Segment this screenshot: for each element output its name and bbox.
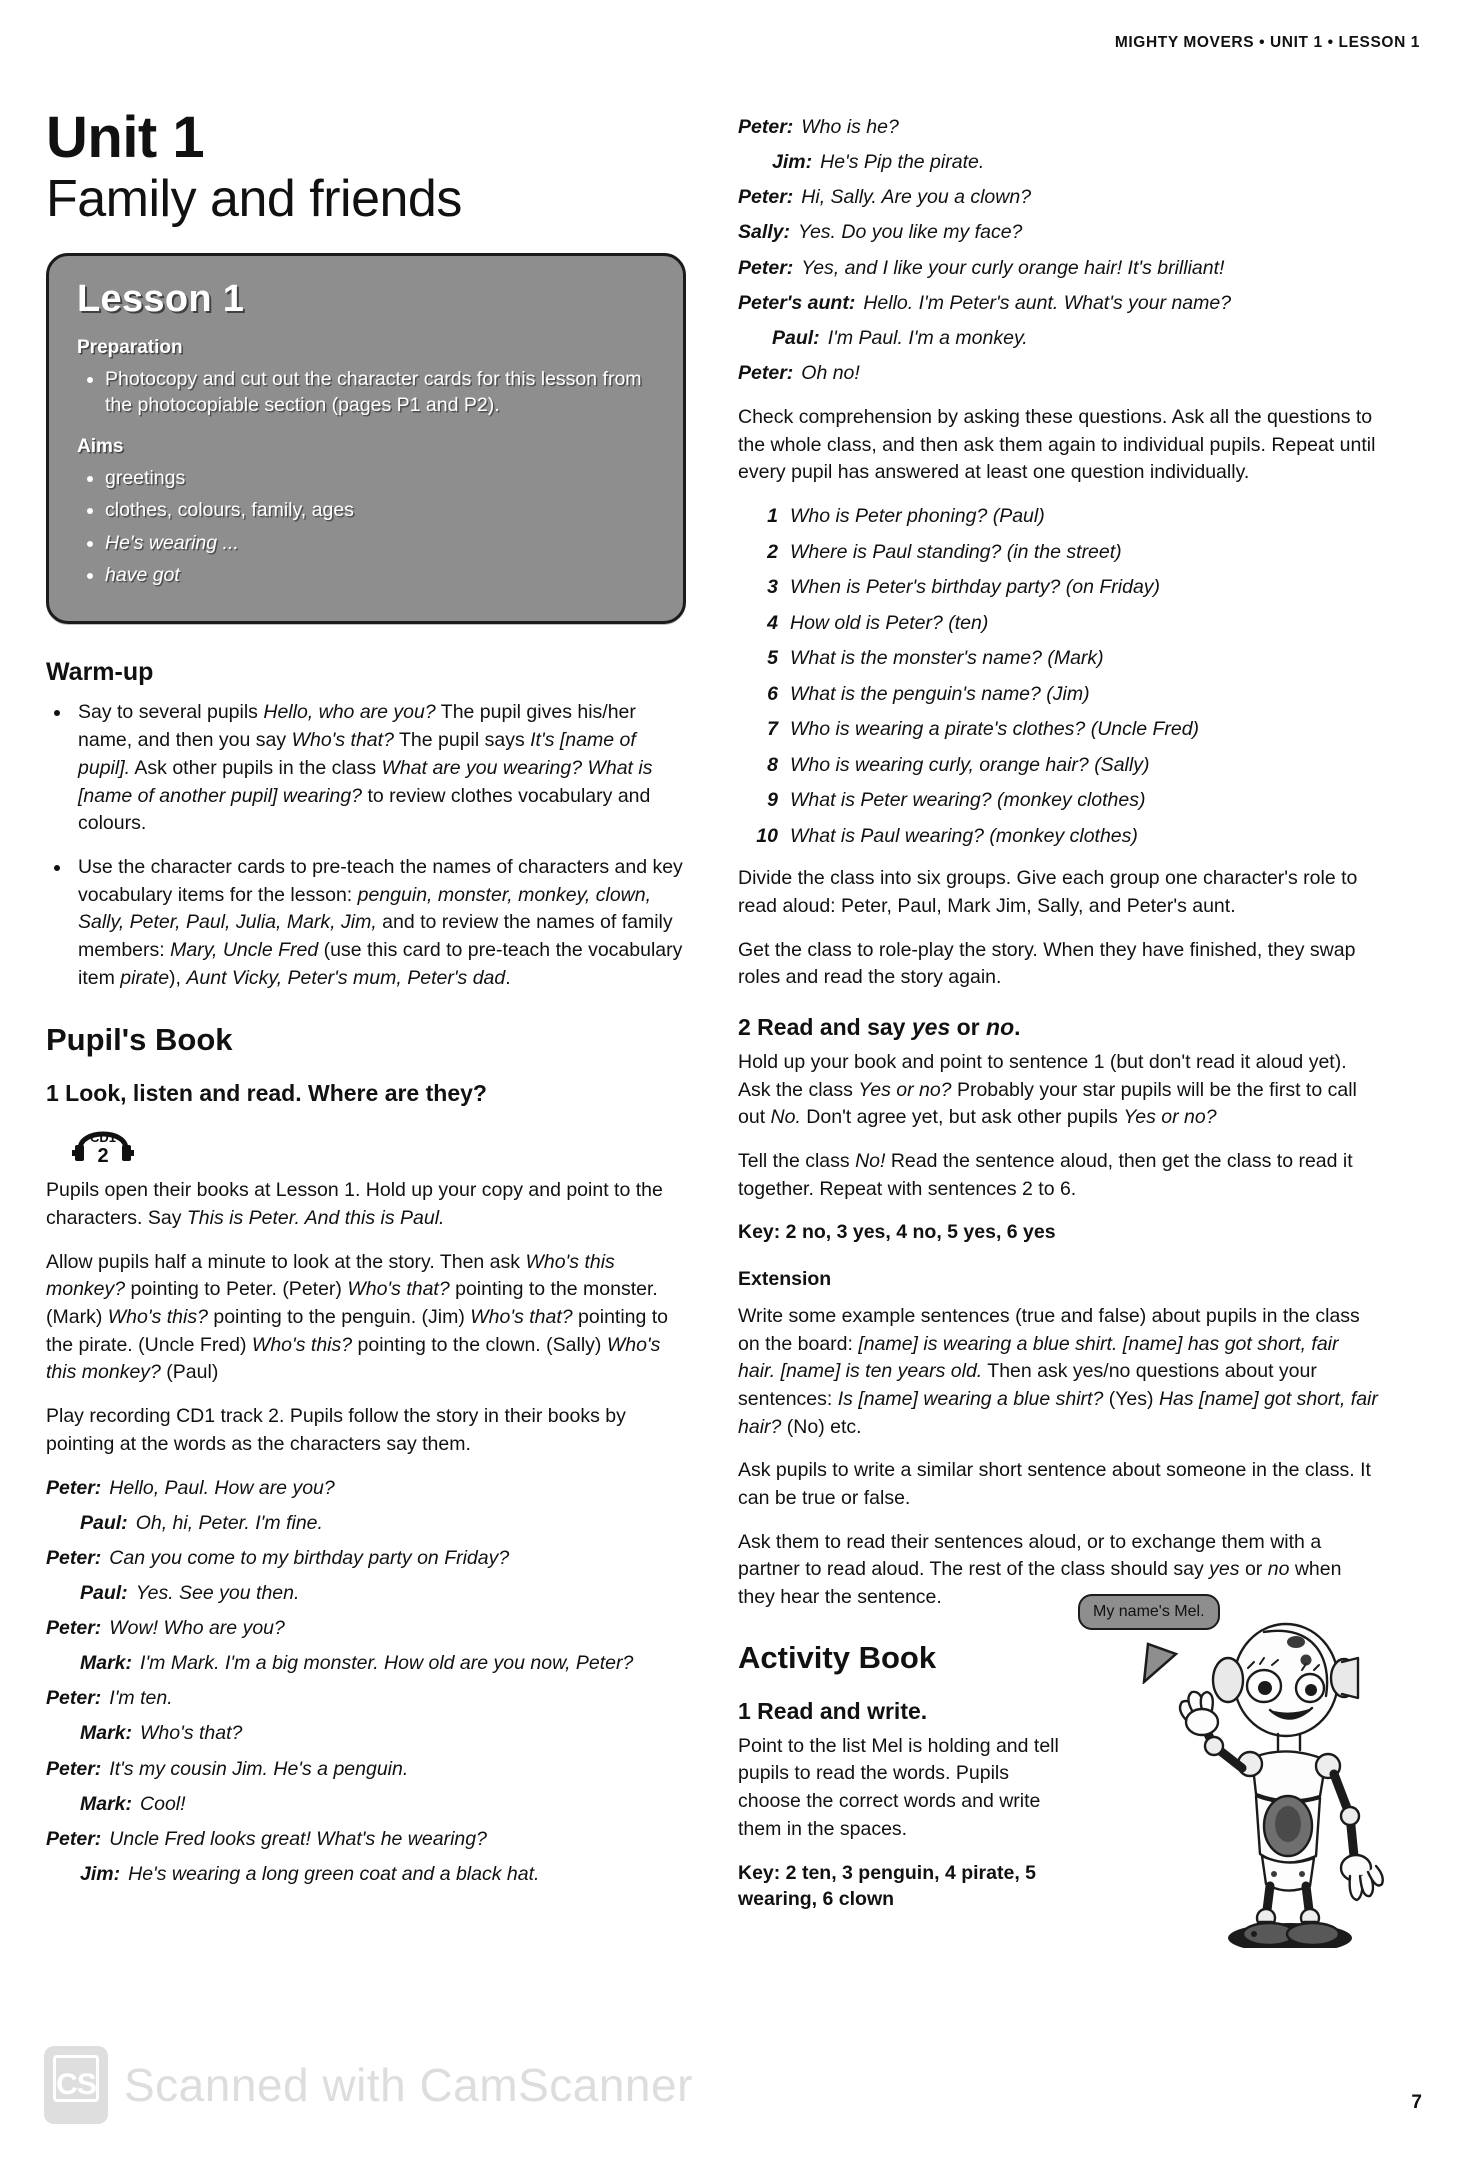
pupils-book-task1-heading: 1 Look, listen and read. Where are they?: [46, 1080, 487, 1107]
list-item: 10 What is Paul wearing? (monkey clothes): [756, 824, 1138, 847]
pupils-book-para-1: Pupils open their books at Lesson 1. Hold up your copy and point to the characters. Say This is Peter. And this is Paul.: [46, 1179, 663, 1230]
activity-book-key: Key: 2 ten, 3 penguin, 4 pirate, 5 wearing, 6 clown: [738, 1861, 1036, 1911]
dialogue-line: Peter: Oh no!: [738, 361, 860, 384]
aims-list: [75, 466, 657, 588]
list-item: 7 Who is wearing a pirate's clothes? (Uncle Fred): [767, 718, 1200, 741]
right-column: [738, 108, 1378, 1929]
lesson-info-panel: [46, 253, 686, 624]
dialogue-line: Peter: Hello, Paul. How are you?: [46, 1476, 335, 1499]
list-item: 9 What is Peter wearing? (monkey clothes): [767, 789, 1146, 812]
headphones-cd-icon: [72, 1115, 134, 1167]
lesson-panel-heading: Lesson 1: [77, 278, 245, 321]
list-item: 6 What is the penguin's name? (Jim): [767, 682, 1090, 705]
page-number: 7: [1411, 2092, 1422, 2113]
speech-bubble: My name's Mel.: [1078, 1594, 1220, 1630]
dialogue-line: Peter: Uncle Fred looks great! What's he wearing?: [46, 1827, 487, 1850]
pupils-book-para-3: Play recording CD1 track 2. Pupils follow the story in their books by pointing at the words as the characters say them.: [46, 1405, 626, 1455]
activity-book-para-1: Point to the list Mel is holding and tell pupils to read the words. Pupils choose the correct words and write them in the spaces.: [738, 1734, 1059, 1840]
dialogue-line: Paul: I'm Paul. I'm a monkey.: [772, 326, 1028, 349]
dialogue-line: Jim: He's wearing a long green coat and a black hat.: [80, 1862, 540, 1885]
dialogue-line: Paul: Yes. See you then.: [80, 1581, 300, 1604]
list-item: • Use the character cards to pre-teach the names of characters and key vocabulary items for the lesson: penguin, monster, monkey, clown, Sally, Peter, Paul, Julia, Mark, Jim, and to review the names of family members: Mary, Uncle Fred (use this card to pre-teach the vocabulary item pirate), Aunt Vicky, Peter's mum, Peter's dad.: [72, 854, 686, 992]
list-item: • He's wearing ...: [105, 531, 657, 556]
dialogue-line: Peter: I'm ten.: [46, 1687, 173, 1710]
page-title: Unit 1: [46, 105, 205, 170]
comprehension-intro: Check comprehension by asking these questions. Ask all the questions to the whole class, and then ask them again to individual pupils. Repeat until every pupil has answered at least one question individually.: [738, 406, 1376, 484]
dialogue-line: Jim: He's Pip the pirate.: [772, 151, 985, 174]
running-head: MIGHTY MOVERS • UNIT 1 • LESSON 1: [1114, 34, 1420, 51]
pupils-book-para-2: Allow pupils half a minute to look at the story. Then ask Who's this monkey? pointing to Peter. (Peter) Who's that? pointing to the monster. (Mark) Who's this? pointing to the penguin. (Jim) Who's that? pointing to the pirate. (Uncle Fred) Who's this? pointing to the clown. (Sally) Who's this monkey? (Paul): [46, 1250, 669, 1384]
list-item: • Photocopy and cut out the character cards for this lesson from the photocopiable section (pages P1 and P2).: [105, 367, 657, 418]
dialogue-line: Paul: Oh, hi, Peter. I'm fine.: [80, 1511, 323, 1534]
camscanner-logo-icon: CS: [44, 2046, 108, 2124]
task2-para-2: Tell the class No! Read the sentence aloud, then get the class to read it together. Repeat with sentences 2 to 6.: [738, 1150, 1353, 1200]
dialogue-line: Peter: Can you come to my birthday party on Friday?: [46, 1546, 510, 1569]
mel-robot-figure: [1114, 1618, 1414, 1948]
activity-book-section: [738, 1602, 1378, 1913]
list-item: 5 What is the monster's name? (Mark): [767, 647, 1104, 670]
camscanner-watermark: [44, 2046, 693, 2124]
dialogue-line: Mark: Who's that?: [80, 1722, 243, 1745]
preparation-label: Preparation: [77, 337, 183, 359]
task2-heading: 2 Read and say yes or no.: [738, 1013, 1021, 1040]
activity-book-task1-heading: 1 Read and write.: [738, 1697, 928, 1724]
dialogue-line: Peter's aunt: Hello. I'm Peter's aunt. What's your name?: [738, 291, 1232, 314]
list-item: • clothes, colours, family, ages: [105, 498, 657, 523]
story-dialogue-left: [46, 1475, 686, 1888]
activity-book-text: [738, 1640, 1068, 1913]
task2-key: Key: 2 no, 3 yes, 4 no, 5 yes, 6 yes: [738, 1221, 1056, 1244]
list-item: • have got: [105, 563, 657, 588]
warmup-list: [46, 699, 686, 992]
list-item: 1 Who is Peter phoning? (Paul): [767, 505, 1045, 528]
activity-book-heading: Activity Book: [738, 1639, 937, 1675]
aims-label: Aims: [77, 436, 124, 458]
list-item: 8 Who is wearing curly, orange hair? (Sally): [767, 753, 1150, 776]
pupils-book-heading: Pupil's Book: [46, 1022, 233, 1058]
extension-para-2: Ask pupils to write a similar short sentence about someone in the class. It can be true or false.: [738, 1459, 1371, 1510]
list-item: • Say to several pupils Hello, who are you? The pupil gives his/her name, and then you say Who's that? The pupil says It's [name of pupil]. Ask other pupils in the class What are you wearing? What is [name of another pupil] wearing? to review clothes vocabulary and colours.: [72, 699, 686, 837]
dialogue-line: Peter: Who is he?: [738, 116, 899, 138]
left-column: [46, 105, 686, 1905]
story-dialogue-right: [738, 114, 1378, 386]
robot-illustration: [1084, 1600, 1384, 1930]
list-item: 2 Where is Paul standing? (in the street): [767, 540, 1122, 563]
extension-para-1: Write some example sentences (true and false) about pupils in the class on the board: [name] is wearing a blue shirt. [name] has got short, fair hair. [name] is ten years old. Then ask yes/no questions about your sentences: Is [name] wearing a blue shirt? (Yes) Has [name] got short, fair hair? (No) etc.: [738, 1304, 1378, 1438]
comprehension-after-2: Get the class to role-play the story. When they have finished, they swap roles and read the story again.: [738, 938, 1356, 989]
list-item: 3 When is Peter's birthday party? (on Friday): [767, 576, 1161, 599]
dialogue-line: Peter: Yes, and I like your curly orange hair! It's brilliant!: [738, 256, 1225, 279]
page-subtitle: Family and friends: [46, 170, 462, 229]
dialogue-line: Mark: I'm Mark. I'm a big monster. How old are you now, Peter?: [80, 1652, 634, 1675]
list-item: • greetings: [105, 466, 657, 491]
warmup-heading: Warm-up: [46, 658, 154, 687]
extension-para-3: Ask them to read their sentences aloud, or to exchange them with a partner to read aloud. The rest of the class should say yes or no when they hear the sentence.: [738, 1530, 1342, 1609]
task2-para-1: Hold up your book and point to sentence 1 (but don't read it aloud yet). Ask the class Yes or no? Probably your star pupils will be the first to call out No. Don't agree yet, but ask other pupils Yes or no?: [738, 1050, 1357, 1129]
dialogue-line: Peter: It's my cousin Jim. He's a penguin.: [46, 1757, 409, 1780]
dialogue-line: Sally: Yes. Do you like my face?: [738, 221, 1023, 244]
list-item: 4 How old is Peter? (ten): [767, 611, 989, 634]
svg-text:CD1: CD1: [89, 1130, 117, 1146]
comprehension-question-list: [738, 503, 1378, 849]
two-column-layout: [46, 105, 1426, 1929]
dialogue-line: Peter: Wow! Who are you?: [46, 1617, 285, 1640]
watermark-text: Scanned with CamScanner: [124, 2059, 693, 2111]
dialogue-line: Mark: Cool!: [80, 1792, 186, 1815]
svg-text:2: 2: [97, 1145, 109, 1168]
extension-label: Extension: [738, 1267, 832, 1290]
comprehension-after-1: Divide the class into six groups. Give each group one character's role to read aloud: Peter, Paul, Mark Jim, Sally, and Peter's aunt.: [738, 867, 1358, 917]
preparation-list: [75, 367, 657, 418]
dialogue-line: Peter: Hi, Sally. Are you a clown?: [738, 186, 1032, 209]
